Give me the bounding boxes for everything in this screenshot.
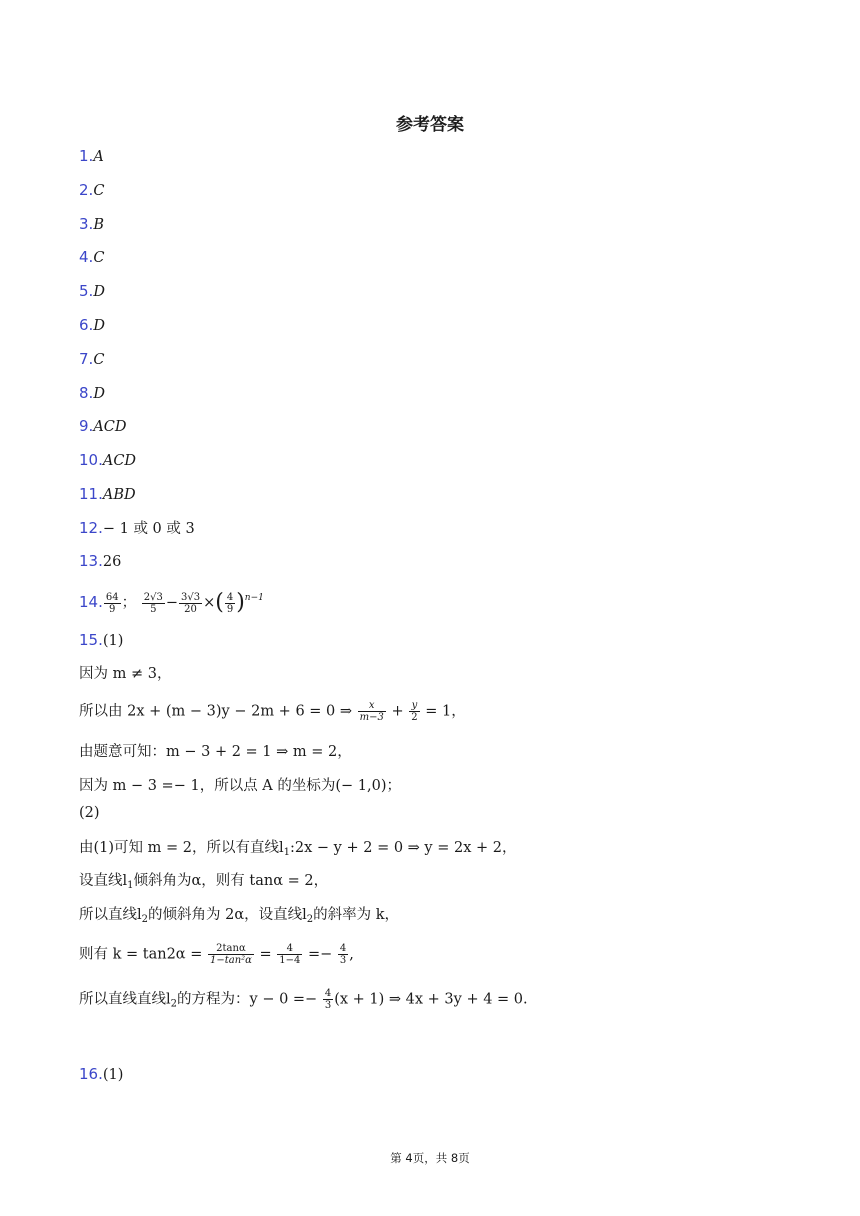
answer-value: ABD xyxy=(102,487,136,503)
fraction: $\frac{64}{9}$ xyxy=(105,591,119,615)
part-label: (2) xyxy=(79,805,100,821)
answer-value: ACD xyxy=(102,453,137,469)
answer-item xyxy=(79,484,136,505)
page-footer: 第 4页，共 8页 xyxy=(390,1151,470,1165)
answer-item xyxy=(79,180,104,201)
question-number: 2. xyxy=(79,181,94,199)
question-number: 13. xyxy=(79,552,103,570)
answer-value: D xyxy=(93,318,105,334)
solution-line: 所以直线直线$l_2$的方程为：y − 0 =− $\frac{4}{3}$ (x + 1) ⇒ 4x + 3y + 4 = 0. xyxy=(79,988,528,1011)
answer-value: C xyxy=(93,250,105,266)
solution-line: 由(1)可知 m = 2，所以有直线$l_1:2x - y + 2 = 0$ ⇒ y = 2x + 2， xyxy=(79,840,517,858)
answer-value: A xyxy=(93,149,104,165)
question-number: 15. xyxy=(79,631,103,649)
question-number: 1. xyxy=(79,147,94,165)
answer-value: D xyxy=(93,284,105,300)
answer-item xyxy=(79,518,195,539)
solution-line: 由题意可知：m − 3 + 2 = 1 ⇒ m = 2， xyxy=(79,744,352,760)
answer-item xyxy=(79,416,127,437)
question-number: 7. xyxy=(79,350,94,368)
page-title: 参考答案 xyxy=(396,115,464,135)
answer-15-header: 15.(1) xyxy=(79,631,124,649)
fraction: $\frac{4}{9}$ xyxy=(226,591,234,615)
answer-item xyxy=(79,247,104,268)
answer-value: B xyxy=(93,217,104,233)
answer-value: 26 xyxy=(102,554,122,570)
answer-value: D xyxy=(93,386,105,402)
fraction: $\frac{3√3}{20}$ xyxy=(180,591,201,615)
question-number: 12. xyxy=(79,519,103,537)
answer-item xyxy=(79,281,105,302)
question-number: 9. xyxy=(79,417,94,435)
question-number: 6. xyxy=(79,316,94,334)
answer-item xyxy=(79,146,104,167)
solution-line: 设直线$l_1$倾斜角为α，则有 tanα = 2， xyxy=(79,873,329,891)
question-number: 11. xyxy=(79,485,103,503)
answer-item xyxy=(79,214,104,235)
answer-item xyxy=(79,551,121,572)
question-number: 10. xyxy=(79,451,103,469)
answer-value: − 1 或 0 或 3 xyxy=(102,521,195,537)
solution-line: 所以由 2x + (m − 3)y − 2m + 6 = 0 ⇒ $\frac{x}{m-3}$ + $\frac{y}{2}$ = 1， xyxy=(79,700,466,723)
question-number: 3. xyxy=(79,215,94,233)
answer-item xyxy=(79,315,105,336)
answer-value: C xyxy=(93,352,105,368)
solution-line: 所以直线$l_2$的倾斜角为 2α，设直线$l_2$的斜率为 k， xyxy=(79,907,400,925)
question-number: 16. xyxy=(79,1065,103,1083)
answer-item xyxy=(79,349,104,370)
answer-item xyxy=(79,450,136,471)
answer-item xyxy=(79,383,105,404)
question-number: 5. xyxy=(79,282,94,300)
answer-14: 14. $\frac{64}{9}$ ； $\frac{2√3}{5}$ − $\frac{3√3}{20}$ ×( $\frac{4}{9}$ )$^{n-1}$ xyxy=(79,590,264,615)
solution-line: 因为 m − 3 =− 1，所以点 A 的坐标为(− 1,0)； xyxy=(79,778,402,794)
question-number: 8. xyxy=(79,384,94,402)
solution-line: 则有 k = tan2α = $\frac{2\tan\alpha}{\text{1−tan²α}}$ = $\frac{4}{1-4}$ =− $\frac{4}{3}$ , xyxy=(79,943,354,966)
answer-16-header: 16.(1) xyxy=(79,1065,124,1083)
answer-value: ACD xyxy=(93,419,127,435)
solution-line: 因为 m ≠ 3， xyxy=(79,666,172,682)
answer-value: C xyxy=(93,183,105,199)
fraction: $\frac{2√3}{5}$ xyxy=(143,591,163,615)
question-number: 4. xyxy=(79,248,94,266)
question-number: 14. xyxy=(79,593,103,611)
